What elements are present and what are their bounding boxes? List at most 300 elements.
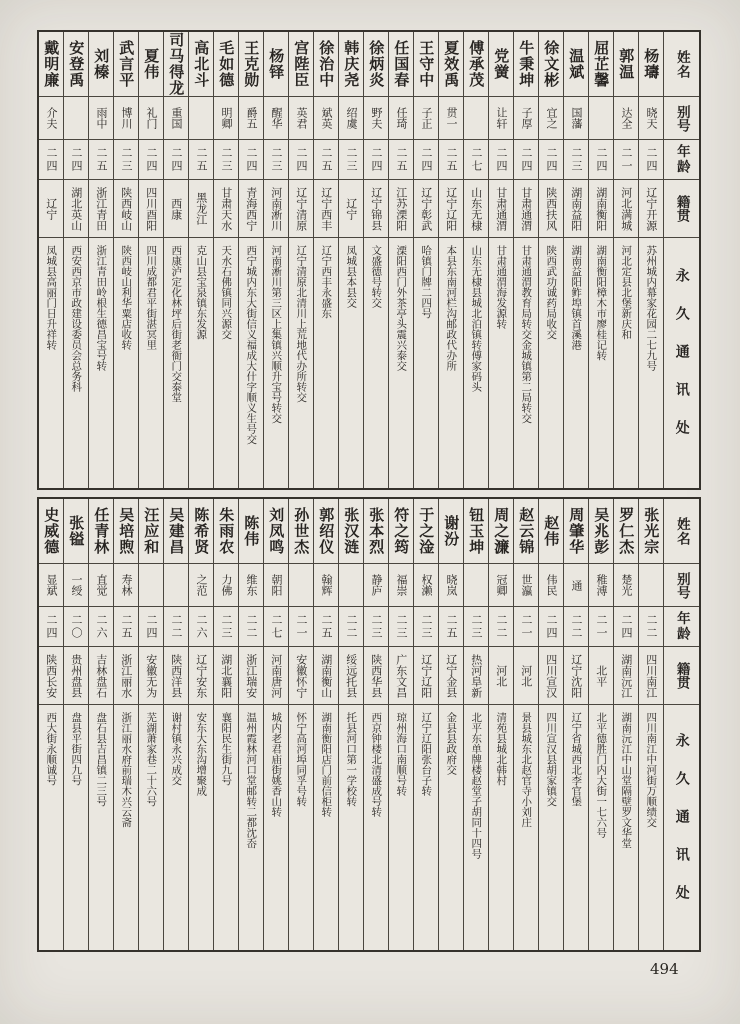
entry-column xyxy=(413,499,438,950)
entry-address-cell xyxy=(239,704,263,950)
entry-age-cell xyxy=(539,139,563,179)
entry-address-cell xyxy=(589,704,613,950)
header-alias-label: 别号 xyxy=(673,571,690,599)
entry-column xyxy=(313,499,338,950)
entry-age: 二一 xyxy=(595,613,609,640)
entry-native-place: 辽宁 xyxy=(44,197,58,220)
entry-alias-cell xyxy=(239,96,263,139)
entry-native-place-cell xyxy=(189,646,213,704)
entry-age: 二五 xyxy=(320,146,334,173)
entry-age-cell xyxy=(589,139,613,179)
entry-name: 罗仁杰 xyxy=(617,507,636,555)
entry-column xyxy=(438,499,463,950)
entry-address-cell xyxy=(364,237,388,488)
entry-address-cell xyxy=(464,237,488,488)
entry-age: 二三 xyxy=(345,146,359,173)
entry-name-cell xyxy=(164,32,188,96)
entry-alias-cell xyxy=(139,96,163,139)
entry-address: 西宁城内东大街信义福成大什字顺义生号交 xyxy=(245,245,258,445)
header-native-place-label: 籍贯 xyxy=(673,662,690,689)
entry-alias: 任琦 xyxy=(395,107,409,129)
entry-native-place-cell xyxy=(189,179,213,237)
entry-age: 二六 xyxy=(95,613,109,640)
entry-age: 二四 xyxy=(145,613,159,640)
entry-age-cell xyxy=(389,139,413,179)
entry-name-cell xyxy=(464,499,488,563)
entry-address-cell xyxy=(414,237,438,488)
entry-column xyxy=(113,32,138,488)
entry-name-cell xyxy=(364,32,388,96)
entry-name-cell xyxy=(239,32,263,96)
entry-address: 湖南衡阳樟木市廖桂记转 xyxy=(595,245,608,361)
entry-age: 二四 xyxy=(145,146,159,173)
entry-name-cell xyxy=(539,499,563,563)
entry-age: 二四 xyxy=(595,146,609,173)
entry-address-cell xyxy=(614,237,638,488)
entry-native-place: 安徽无为 xyxy=(144,653,158,698)
entry-age: 二五 xyxy=(445,146,459,173)
entry-native-place-cell xyxy=(114,179,138,237)
entry-age: 二二 xyxy=(170,613,184,640)
entry-native-place: 河北 xyxy=(494,664,508,687)
entry-native-place-cell xyxy=(464,646,488,704)
entry-name-cell xyxy=(539,32,563,96)
entry-alias: 重国 xyxy=(170,107,184,129)
entry-name-cell xyxy=(214,32,238,96)
entry-name: 徐文彬 xyxy=(542,40,561,88)
header-name-cell xyxy=(664,32,699,96)
entry-alias-cell xyxy=(439,96,463,139)
entry-name: 高北斗 xyxy=(192,40,211,88)
entry-address-cell xyxy=(489,237,513,488)
entry-name: 牛秉坤 xyxy=(517,40,536,88)
entry-name-cell xyxy=(314,32,338,96)
entry-native-place: 黑龙江 xyxy=(194,192,208,225)
entry-age: 二三 xyxy=(120,146,134,173)
entry-name-cell xyxy=(339,499,363,563)
entry-name: 刘榛 xyxy=(92,48,111,80)
entry-native-place-cell xyxy=(364,179,388,237)
entry-native-place: 辽宁西丰 xyxy=(319,186,333,231)
entry-address-cell xyxy=(539,704,563,950)
entry-name-cell xyxy=(339,32,363,96)
entry-native-place: 绥远托县 xyxy=(344,653,358,698)
entry-age: 二二 xyxy=(345,613,359,640)
entry-column xyxy=(588,32,613,488)
entry-column xyxy=(238,499,263,950)
entry-native-place: 甘肃通渭 xyxy=(494,186,508,231)
entry-age: 二四 xyxy=(370,146,384,173)
header-column xyxy=(663,499,699,950)
entry-name-cell xyxy=(364,499,388,563)
entry-column xyxy=(63,32,88,488)
entry-address: 溧阳西门外茶亭头震兴泰交 xyxy=(395,245,408,371)
entry-name-cell xyxy=(439,499,463,563)
entry-column xyxy=(263,32,288,488)
entry-native-place-cell xyxy=(364,646,388,704)
entry-native-place: 湖北襄阳 xyxy=(219,653,233,698)
entry-alias-cell xyxy=(64,96,88,139)
entry-column xyxy=(338,499,363,950)
entry-name: 周肇华 xyxy=(567,507,586,555)
entry-native-place: 四川酉阳 xyxy=(144,186,158,231)
entry-address: 浙江丽水府前瑞木兴云斋 xyxy=(120,712,133,828)
entry-age-cell xyxy=(314,139,338,179)
entry-alias: 静庐 xyxy=(370,574,384,596)
entry-alias: 直觉 xyxy=(95,574,109,596)
entry-column xyxy=(39,32,63,488)
entry-address: 辽宁省城西北李官堡 xyxy=(570,712,583,807)
entry-alias-cell xyxy=(489,563,513,606)
entry-name-cell xyxy=(489,499,513,563)
entry-native-place-cell xyxy=(614,179,638,237)
entry-alias: 冠卿 xyxy=(495,574,509,596)
entry-age: 二二 xyxy=(645,613,659,640)
entry-column xyxy=(563,499,588,950)
entry-address: 景县城东北赵官寺小刘庄 xyxy=(520,712,533,828)
entry-alias: 绍虞 xyxy=(345,107,359,129)
entry-age: 二二 xyxy=(570,613,584,640)
entry-name: 于之淦 xyxy=(417,507,436,555)
entry-name: 赵云锦 xyxy=(517,507,536,555)
entry-name: 赵伟 xyxy=(542,515,561,547)
entry-address: 四川南江中河街万顺绩交 xyxy=(645,712,658,828)
entry-native-place: 江苏溧阳 xyxy=(394,186,408,231)
entry-name: 傅承茂 xyxy=(467,40,486,88)
entry-column xyxy=(288,32,313,488)
entry-native-place-cell xyxy=(539,179,563,237)
entry-name: 吴兆彭 xyxy=(592,507,611,555)
entry-address: 金县县政府交 xyxy=(445,712,458,775)
entry-native-place-cell xyxy=(389,646,413,704)
entry-address: 芜湖萧家巷二十六号 xyxy=(145,712,158,807)
entry-age-cell xyxy=(464,606,488,646)
entry-alias-cell xyxy=(514,96,538,139)
entry-column xyxy=(588,499,613,950)
entry-column xyxy=(313,32,338,488)
entry-age: 二三 xyxy=(470,613,484,640)
entry-column xyxy=(63,499,88,950)
entry-alias: 显斌 xyxy=(45,574,59,596)
entry-alias: 雨中 xyxy=(95,107,109,129)
entry-column xyxy=(163,499,188,950)
entry-age: 二四 xyxy=(245,146,259,173)
entry-age-cell xyxy=(39,606,63,646)
entry-age: 二七 xyxy=(270,613,284,640)
entry-alias-cell xyxy=(289,96,313,139)
entry-native-place: 浙江丽水 xyxy=(119,653,133,698)
entry-alias: 福崇 xyxy=(395,574,409,596)
entry-age-cell xyxy=(514,139,538,179)
entry-age-cell xyxy=(64,139,88,179)
entry-age: 二四 xyxy=(520,146,534,173)
entry-native-place: 北平 xyxy=(594,664,608,687)
entry-name-cell xyxy=(239,499,263,563)
entry-age-cell xyxy=(389,606,413,646)
entry-alias-cell xyxy=(364,563,388,606)
entry-alias-cell xyxy=(314,96,338,139)
entry-age-cell xyxy=(639,139,663,179)
entry-name: 党黉 xyxy=(492,48,511,80)
entry-alias-cell xyxy=(489,96,513,139)
entry-column xyxy=(388,32,413,488)
entry-name-cell xyxy=(114,32,138,96)
header-name-label: 姓名 xyxy=(673,516,690,546)
entry-age-cell xyxy=(239,606,263,646)
entry-column xyxy=(488,32,513,488)
entry-address: 辽宁西丰永盛东 xyxy=(320,245,333,319)
entry-name-cell xyxy=(639,499,663,563)
entry-native-place-cell xyxy=(39,646,63,704)
entry-address-cell xyxy=(339,237,363,488)
entry-native-place: 甘肃通渭 xyxy=(519,186,533,231)
entry-name: 张汉涟 xyxy=(342,507,361,555)
entry-native-place: 四川南江 xyxy=(644,653,658,698)
entry-age-cell xyxy=(214,606,238,646)
entry-age-cell xyxy=(364,606,388,646)
entry-alias-cell xyxy=(639,96,663,139)
header-age-cell xyxy=(664,139,699,179)
entry-column xyxy=(388,499,413,950)
entry-name-cell xyxy=(39,499,63,563)
entry-column xyxy=(138,499,163,950)
entry-age: 二三 xyxy=(370,613,384,640)
entry-address: 温州霞林河口堂邮转二都沈岙 xyxy=(245,712,258,849)
entry-age-cell xyxy=(339,139,363,179)
entry-native-place-cell xyxy=(564,646,588,704)
entry-name-cell xyxy=(114,499,138,563)
header-column xyxy=(663,32,699,488)
entry-native-place: 河北 xyxy=(519,664,533,687)
entry-alias: 英君 xyxy=(295,107,309,129)
entry-alias-cell xyxy=(89,96,113,139)
entry-address-cell xyxy=(189,237,213,488)
entry-native-place-cell xyxy=(489,646,513,704)
entry-age: 二三 xyxy=(570,146,584,173)
entry-address: 安东大东沟增聚成 xyxy=(195,712,208,796)
entry-alias-cell xyxy=(164,96,188,139)
entry-native-place-cell xyxy=(464,179,488,237)
entry-native-place: 河北满城 xyxy=(619,186,633,231)
entry-native-place: 河南淅川 xyxy=(269,186,283,231)
entry-alias-cell xyxy=(214,96,238,139)
entry-column xyxy=(463,32,488,488)
entry-column xyxy=(238,32,263,488)
entry-name: 杨璹 xyxy=(642,48,661,80)
entry-age: 二五 xyxy=(95,146,109,173)
entry-address-cell xyxy=(164,704,188,950)
entry-alias-cell xyxy=(189,563,213,606)
entry-alias: 醒华 xyxy=(270,107,284,129)
entry-native-place-cell xyxy=(514,179,538,237)
entry-column xyxy=(113,499,138,950)
entry-native-place: 辽宁锦县 xyxy=(369,186,383,231)
entry-name: 张本烈 xyxy=(367,507,386,555)
entry-column xyxy=(163,32,188,488)
entry-column xyxy=(513,499,538,950)
entry-native-place: 辽宁 xyxy=(344,197,358,220)
entry-native-place-cell xyxy=(264,179,288,237)
entry-address: 琼州海口南顺号转 xyxy=(395,712,408,796)
entry-address: 文盛德号转交 xyxy=(370,245,383,308)
entry-native-place-cell xyxy=(214,179,238,237)
entry-native-place: 湖南益阳 xyxy=(569,186,583,231)
entry-address-cell xyxy=(39,704,63,950)
entry-address: 盘石县吉昌镇二三号 xyxy=(95,712,108,807)
entry-alias-cell xyxy=(589,96,613,139)
entry-age: 二四 xyxy=(295,146,309,173)
entry-alias: 贯一 xyxy=(445,107,459,129)
entry-name: 徐治中 xyxy=(317,40,336,88)
entry-age-cell xyxy=(539,606,563,646)
entry-address: 苏州城内幕家花园二七九号 xyxy=(645,245,658,371)
entry-native-place-cell xyxy=(564,179,588,237)
entry-name-cell xyxy=(264,32,288,96)
entry-native-place: 辽宁沈阳 xyxy=(569,653,583,698)
entry-address: 哈镇门牌二四号 xyxy=(420,245,433,319)
entry-alias-cell xyxy=(564,563,588,606)
header-age-label: 年龄 xyxy=(673,144,690,175)
entry-address-cell xyxy=(439,237,463,488)
entry-native-place: 辽宁安东 xyxy=(194,653,208,698)
entry-name: 符之筠 xyxy=(392,507,411,555)
entry-native-place: 辽宁彰武 xyxy=(419,186,433,231)
entry-name-cell xyxy=(439,32,463,96)
entry-native-place: 浙江青田 xyxy=(94,186,108,231)
entry-name: 屈芷馨 xyxy=(592,40,611,88)
entry-name-cell xyxy=(214,499,238,563)
entry-age: 二〇 xyxy=(70,613,84,640)
entry-native-place-cell xyxy=(89,179,113,237)
entry-column xyxy=(613,499,638,950)
entry-age-cell xyxy=(439,139,463,179)
entry-age-cell xyxy=(39,139,63,179)
entry-native-place-cell xyxy=(439,179,463,237)
entry-address: 北平东单牌楼赵堂子胡同十四号 xyxy=(470,712,483,859)
entry-native-place-cell xyxy=(439,646,463,704)
entry-alias: 子正 xyxy=(420,107,434,129)
entry-alias: 朝阳 xyxy=(270,574,284,596)
entry-name-cell xyxy=(164,499,188,563)
entry-address: 湖南沅江中山堂隔壁罗文华堂 xyxy=(620,712,633,849)
entry-address-cell xyxy=(114,704,138,950)
header-native-place-label: 籍贯 xyxy=(673,195,690,222)
entry-address-cell xyxy=(439,704,463,950)
entry-alias: 让轩 xyxy=(495,107,509,129)
entry-name-cell xyxy=(39,32,63,96)
entry-alias-cell xyxy=(114,96,138,139)
entry-alias-cell xyxy=(189,96,213,139)
entry-alias-cell xyxy=(139,563,163,606)
entry-age-cell xyxy=(414,606,438,646)
entry-native-place-cell xyxy=(64,179,88,237)
header-address-cell xyxy=(664,704,699,950)
entry-native-place-cell xyxy=(214,646,238,704)
entry-native-place: 湖南沅江 xyxy=(619,653,633,698)
entry-address: 谢村镇永兴成交 xyxy=(170,712,183,786)
directory-table-bottom xyxy=(37,497,701,952)
entry-native-place: 热河阜新 xyxy=(469,653,483,698)
entry-alias-cell xyxy=(564,96,588,139)
entry-name: 周之濂 xyxy=(492,507,511,555)
entry-alias: 达全 xyxy=(620,107,634,129)
entry-age: 二四 xyxy=(45,613,59,640)
entry-name-cell xyxy=(264,499,288,563)
entry-native-place: 广东文昌 xyxy=(394,653,408,698)
entry-age: 二四 xyxy=(545,146,559,173)
entry-native-place-cell xyxy=(239,179,263,237)
entry-native-place: 辽宁金县 xyxy=(444,653,458,698)
entry-native-place-cell xyxy=(289,179,313,237)
entry-address: 西康泸定化林坪后街老衙门交泰堂 xyxy=(170,245,183,403)
entry-column xyxy=(563,32,588,488)
entry-age: 二四 xyxy=(495,146,509,173)
entry-age: 二四 xyxy=(170,146,184,173)
entry-address: 城内老君庙街姚香山转 xyxy=(270,712,283,817)
entry-name: 宫陛臣 xyxy=(292,40,311,88)
entry-age: 二三 xyxy=(395,613,409,640)
entry-name: 夏伟 xyxy=(142,48,161,80)
entry-column xyxy=(638,499,663,950)
entry-alias-cell xyxy=(364,96,388,139)
entry-address-cell xyxy=(514,704,538,950)
entry-native-place: 陕西洋县 xyxy=(169,653,183,698)
entry-alias-cell xyxy=(164,563,188,606)
entry-alias-cell xyxy=(289,563,313,606)
entry-address: 湖南衡阳店门前信柜转 xyxy=(320,712,333,817)
header-alias-cell xyxy=(664,563,699,606)
entry-age: 二六 xyxy=(195,613,209,640)
entry-native-place-cell xyxy=(164,646,188,704)
entry-alias: 世瀛 xyxy=(520,574,534,596)
entry-alias-cell xyxy=(89,563,113,606)
entry-alias-cell xyxy=(614,563,638,606)
entry-native-place-cell xyxy=(614,646,638,704)
entry-age: 二三 xyxy=(220,613,234,640)
header-native-place-cell xyxy=(664,179,699,237)
entry-name: 夏效禹 xyxy=(442,40,461,88)
entry-address: 辽宁清原北清川上荒地代办所转交 xyxy=(295,245,308,403)
entry-address-cell xyxy=(564,704,588,950)
entry-native-place-cell xyxy=(339,646,363,704)
entry-address: 甘肃通渭海发源转 xyxy=(495,245,508,329)
entry-address-cell xyxy=(139,704,163,950)
entry-name: 武言平 xyxy=(117,40,136,88)
entry-native-place: 河南唐河 xyxy=(269,653,283,698)
entry-age: 二四 xyxy=(545,613,559,640)
entry-name-cell xyxy=(389,32,413,96)
entry-address-cell xyxy=(189,704,213,950)
entry-age-cell xyxy=(589,606,613,646)
entry-alias: 斌英 xyxy=(320,107,334,129)
entry-alias: 子厚 xyxy=(520,107,534,129)
entry-address-cell xyxy=(89,704,113,950)
entry-name: 司马得龙 xyxy=(167,32,186,96)
entry-name: 温斌 xyxy=(567,48,586,80)
entry-name: 郭温 xyxy=(617,48,636,80)
entry-native-place: 四川宣汉 xyxy=(544,653,558,698)
entry-native-place-cell xyxy=(164,179,188,237)
entry-name-cell xyxy=(414,32,438,96)
entry-native-place-cell xyxy=(139,179,163,237)
entry-name-cell xyxy=(289,499,313,563)
entry-address-cell xyxy=(389,704,413,950)
entry-name: 史威德 xyxy=(42,507,61,555)
entry-alias: 力佛 xyxy=(220,574,234,596)
entry-column xyxy=(363,32,388,488)
entry-age-cell xyxy=(214,139,238,179)
entry-address-cell xyxy=(239,237,263,488)
